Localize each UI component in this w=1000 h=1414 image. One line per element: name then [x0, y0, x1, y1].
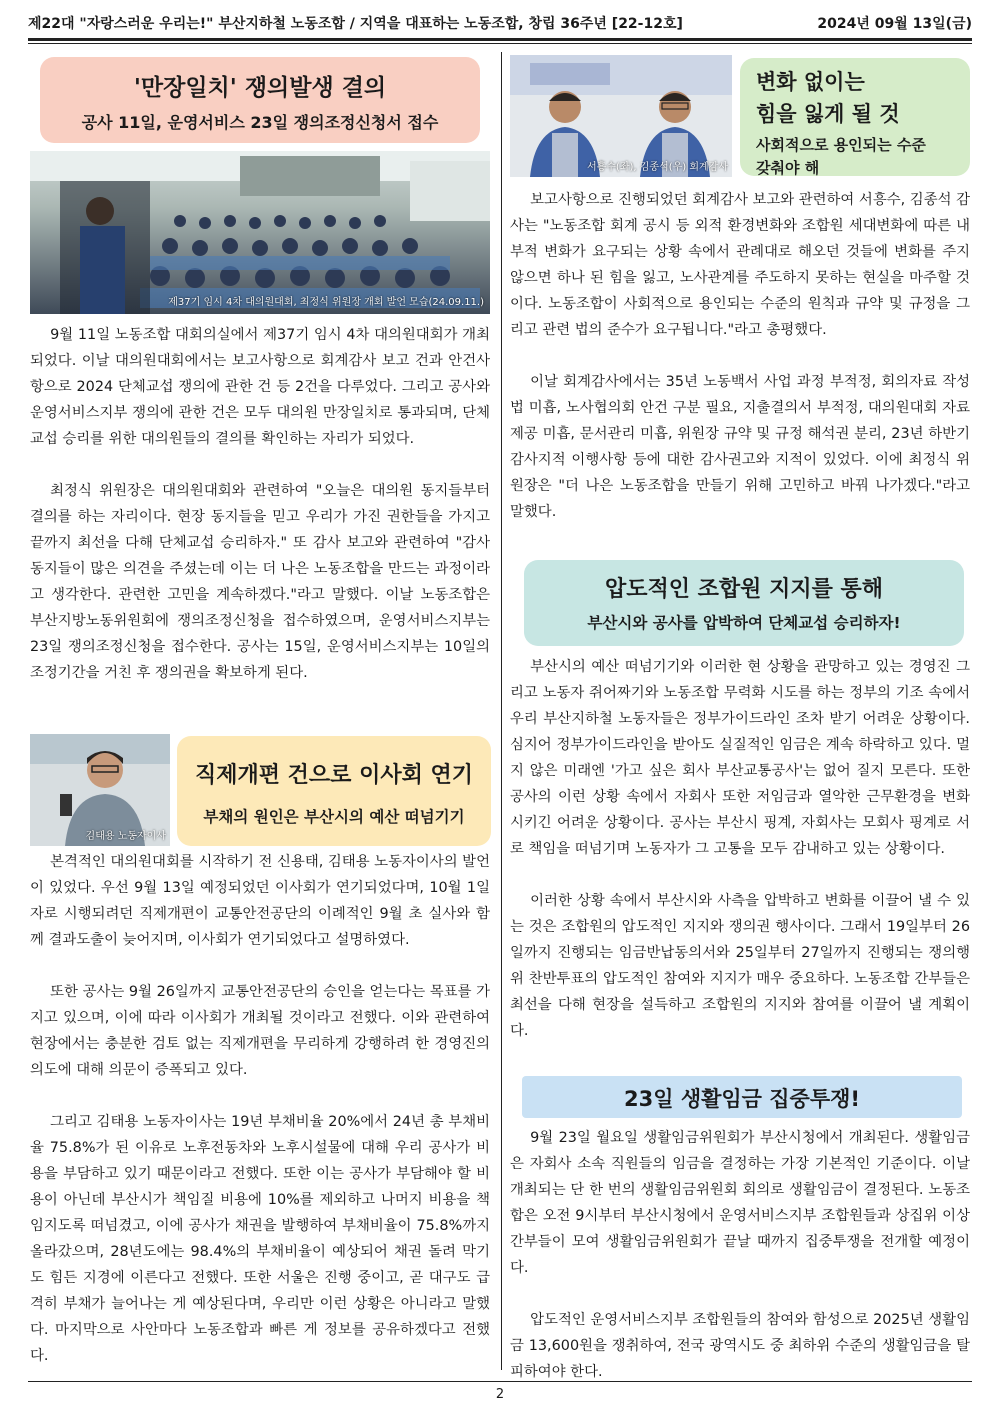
- article4-title: 압도적인 조합원 지지를 통해: [604, 577, 883, 602]
- article1-subtitle: 공사 11일, 운영서비스 23일 쟁의조정신청서 접수: [81, 113, 439, 132]
- conference-hall-image: [30, 151, 490, 314]
- article5-paragraph: 압도적인 운영서비스지부 조합원들의 참여와 함성으로 2025년 생활임금 13,600원을 쟁취하여, 전국 광역시도 중 최하위 수준의 생활임금을 탈피하여야 한다.: [510, 1312, 970, 1380]
- article2-photo: [30, 734, 170, 846]
- article4-subtitle: 부산시와 공사를 압박하여 단체교섭 승리하자!: [587, 614, 901, 632]
- article3-body: [510, 187, 970, 525]
- article2-paragraph: 또한 공사는 9월 26일까지 교통안전공단의 승인을 얻는다는 목표를 가지고 있으며, 이에 따라 이사회가 개최될 것이라고 전했다. 이와 관련하여 현장에서는 충분한 검토 없는 직제개편을 무리하게 강행하려 한 경영진의 의도에 대해 의문이 증폭되고 있다.: [30, 984, 490, 1078]
- article3-photo-caption: 서흥수(좌), 김종석(우) 회계감사: [586, 162, 728, 173]
- article5-paragraph: 9월 23일 월요일 생활임금위원회가 부산시청에서 개최된다. 생활임금은 자회사 소속 직원들의 임금을 결정하는 가장 기본적인 기준이다. 이날 개최되는 단 한 번의 생활임금위원회 회의로 생활임금이 결정된다. 노동조합은 오전 9시부터 부산시청에서 운영서비스지부 조합원들과 상집위 이상 간부들이 모여 생활임금위원회가 끝날 때까지 집중투쟁을 전개할 예정이다.: [510, 1130, 970, 1276]
- page-header: [28, 8, 972, 38]
- article1-photo: [30, 151, 490, 314]
- article2-paragraph: 본격적인 대의원대회를 시작하기 전 신용태, 김태용 노동자이사의 발언이 있었다. 우선 9월 13일 예정되었던 이사회가 연기되었다며, 10월 1일 자로 시행되려던 직제개편이 교통안전공단의 이례적인 9월 초 실사와 함께 결과도출이 늦어지며, 이사회가 연기되었다고 설명하였다.: [30, 854, 490, 948]
- article2-paragraph: 그리고 김태용 노동자이사는 19년 부채비율 20%에서 24년 총 부채비율 75.8%가 된 이유로 노후전동차와 노후시설물에 대해 우리 공사가 비용을 부담하고 있기 때문이라고 전했다. 또한 이는 공사가 부담해야 할 비용이 아닌데 부산시가 책임질 비용에 10%를 제외하고 나머지 비용을 책임지도록 떠넘겼고, 이에 공사가 채권을 발행하여 부채비율이 75.8%까지 올라갔으며, 28년도에는 98.4%의 부채비율이 예상되어 채권 돌려 막기도 힘든 지경에 이른다고 전했다. 또한 서울은 진행 중이고, 곧 대구도 급격히 부채가 늘어나는 게 예상된다며, 우리만 이런 상황은 아니라고 말했다. 마지막으로 사안마다 노동조합과 빠른 게 정보를 공유하겠다고 전했다.: [30, 1114, 490, 1364]
- article1-photo-caption: 제37기 임시 4차 대의원대회, 최정식 위원장 개회 발언 모습(24.09.11.): [168, 297, 484, 308]
- article3-title-line1: 변화 없이는: [756, 70, 865, 94]
- footer-rule: [28, 1381, 972, 1382]
- article3-photo: [510, 55, 732, 177]
- article2-photo-caption: 김태용 노동자이사: [85, 831, 166, 842]
- article4-headline-box: [524, 560, 964, 646]
- article1-headline-box: [40, 57, 480, 143]
- article2-title: 직제개편 건으로 이사회 연기: [194, 763, 473, 788]
- article5-title: 23일 생활임금 집중투쟁!: [624, 1087, 860, 1111]
- article1-title: '만장일치' 쟁의발생 결의: [133, 75, 387, 101]
- article3-headline-box: [740, 58, 970, 176]
- header-date: 2024년 09월 13일(금): [817, 16, 972, 32]
- page-number: 2: [495, 1387, 505, 1402]
- header-rule: [28, 38, 972, 41]
- article3-subtitle-line1: 사회적으로 용인되는 수준: [756, 136, 926, 154]
- article1-paragraph: 최정식 위원장은 대의원대회와 관련하여 "오늘은 대의원 동지들부터 결의를 하는 자리이다. 현장 동지들을 믿고 우리가 가진 권한들을 가지고 끝까지 최선을 다해 단체교섭 승리하자." 또 감사 보고와 관련하여 "감사 동지들이 많은 의견을 주셨는데 이는 더 나은 노동조합을 만드는 과정이라고 생각한다. 관련한 고민을 계속하겠다."라고 말했다. 이날 노동조합은 부산지방노동위원회에 쟁의조정신청을 접수하였으며, 운영서비스지부는 23일 쟁의조정신청을 접수한다. 공사는 15일, 운영서비스지부는 10일의 조정기간을 거친 후 쟁의권을 확보하게 된다.: [30, 483, 490, 681]
- header-rule-thin: [28, 43, 972, 44]
- article3-title-line2: 힘을 잃게 될 것: [756, 102, 900, 126]
- article3-subtitle-line2: 갖춰야 해: [756, 159, 820, 177]
- header-left: 제22대 "자랑스러운 우리는!" 부산지하철 노동조합 / 지역을 대표하는 노동조합, 창립 36주년 [22-12호]: [28, 16, 683, 32]
- article4-body: [510, 654, 970, 1044]
- article4-paragraph: 부산시의 예산 떠넘기기와 이러한 현 상황을 관망하고 있는 경영진 그리고 노동자 쥐어짜기와 노동조합 무력화 시도를 하는 정부의 기조 속에서 우리 부산지하철 노동자들은 정부가이드라인 조차 받기 어려운 상황이다. 심지어 정부가이드라인을 받아도 실질적인 임금은 계속 하락하고 있다. 멀지 않은 미래엔 '가고 싶은 회사 부산교통공사'는 없어 질지 모른다. 또한 공사의 이런 상황 속에서 자회사 또한 저임금과 열악한 근무환경을 변화 시키긴 어려운 상황이다. 공사는 부산시 핑계, 자회사는 모회사 핑계로 서로 책임을 떠넘기며 노동자가 그 고통을 모두 감내하고 있는 상황이다.: [510, 659, 970, 857]
- column-divider: [501, 52, 502, 1370]
- article1-body: [30, 322, 490, 686]
- article5-body: [510, 1125, 970, 1385]
- article3-paragraph: 이날 회계감사에서는 35년 노동백서 사업 과정 부적정, 회의자료 작성법 미흡, 노사협의회 안건 구분 필요, 지출결의서 부적정, 대의원대회 자료제공 미흡, 문서관리 미흡, 위원장 규약 및 규정 해석권 분리, 23년 하반기 감사지적 이행사항 등에 대한 감사권고와 지적이 있었다. 이에 최정식 위원장은 "더 나은 노동조합을 만들기 위해 고민하고 바꿔 나가겠다."라고 말했다.: [510, 374, 970, 520]
- article2-body: [30, 849, 490, 1369]
- article3-paragraph: 보고사항으로 진행되었던 회계감사 보고와 관련하여 서흥수, 김종석 감사는 "노동조합 회계 공시 등 외적 환경변화와 조합원 세대변화에 따른 내부적 변화가 요구되는 상황 속에서 관례대로 해오던 것들에 변화를 주지 않으면 하나 된 힘을 잃고, 노사관계를 주도하지 못하는 현실을 마주할 것이다. 노동조합이 사회적으로 용인되는 수준의 원칙과 규약 및 규정을 그리고 관련 법의 준수가 요구됩니다."라고 총평했다.: [510, 192, 970, 338]
- article4-paragraph: 이러한 상황 속에서 부산시와 사측을 압박하고 변화를 이끌어 낼 수 있는 것은 조합원의 압도적인 지지와 쟁의권 행사이다. 그래서 19일부터 26일까지 진행되는 임금반납동의서와 25일부터 27일까지 진행되는 쟁의행위 찬반투표의 압도적인 참여와 지지가 매우 중요하다. 노동조합 간부들은 최선을 다해 현장을 설득하고 조합원의 지지와 참여를 이끌어 낼 계획이다.: [510, 893, 970, 1039]
- article5-headline-box: [522, 1076, 962, 1118]
- article2-subtitle: 부채의 원인은 부산시의 예산 떠넘기기: [203, 808, 465, 826]
- article1-paragraph: 9월 11일 노동조합 대회의실에서 제37기 임시 4차 대의원대회가 개최되었다. 이날 대의원대회에서는 보고사항으로 회계감사 보고 건과 안건사항으로 2024 단체교섭 쟁의에 관한 건 등 2건을 다루었다. 그리고 공사와 운영서비스지부 쟁의에 관한 건은 모두 대의원 만장일치로 통과되며, 단체교섭 승리를 위한 대의원들의 결의를 확인하는 자리가 되었다.: [30, 327, 490, 447]
- article2-headline-box: [177, 736, 491, 846]
